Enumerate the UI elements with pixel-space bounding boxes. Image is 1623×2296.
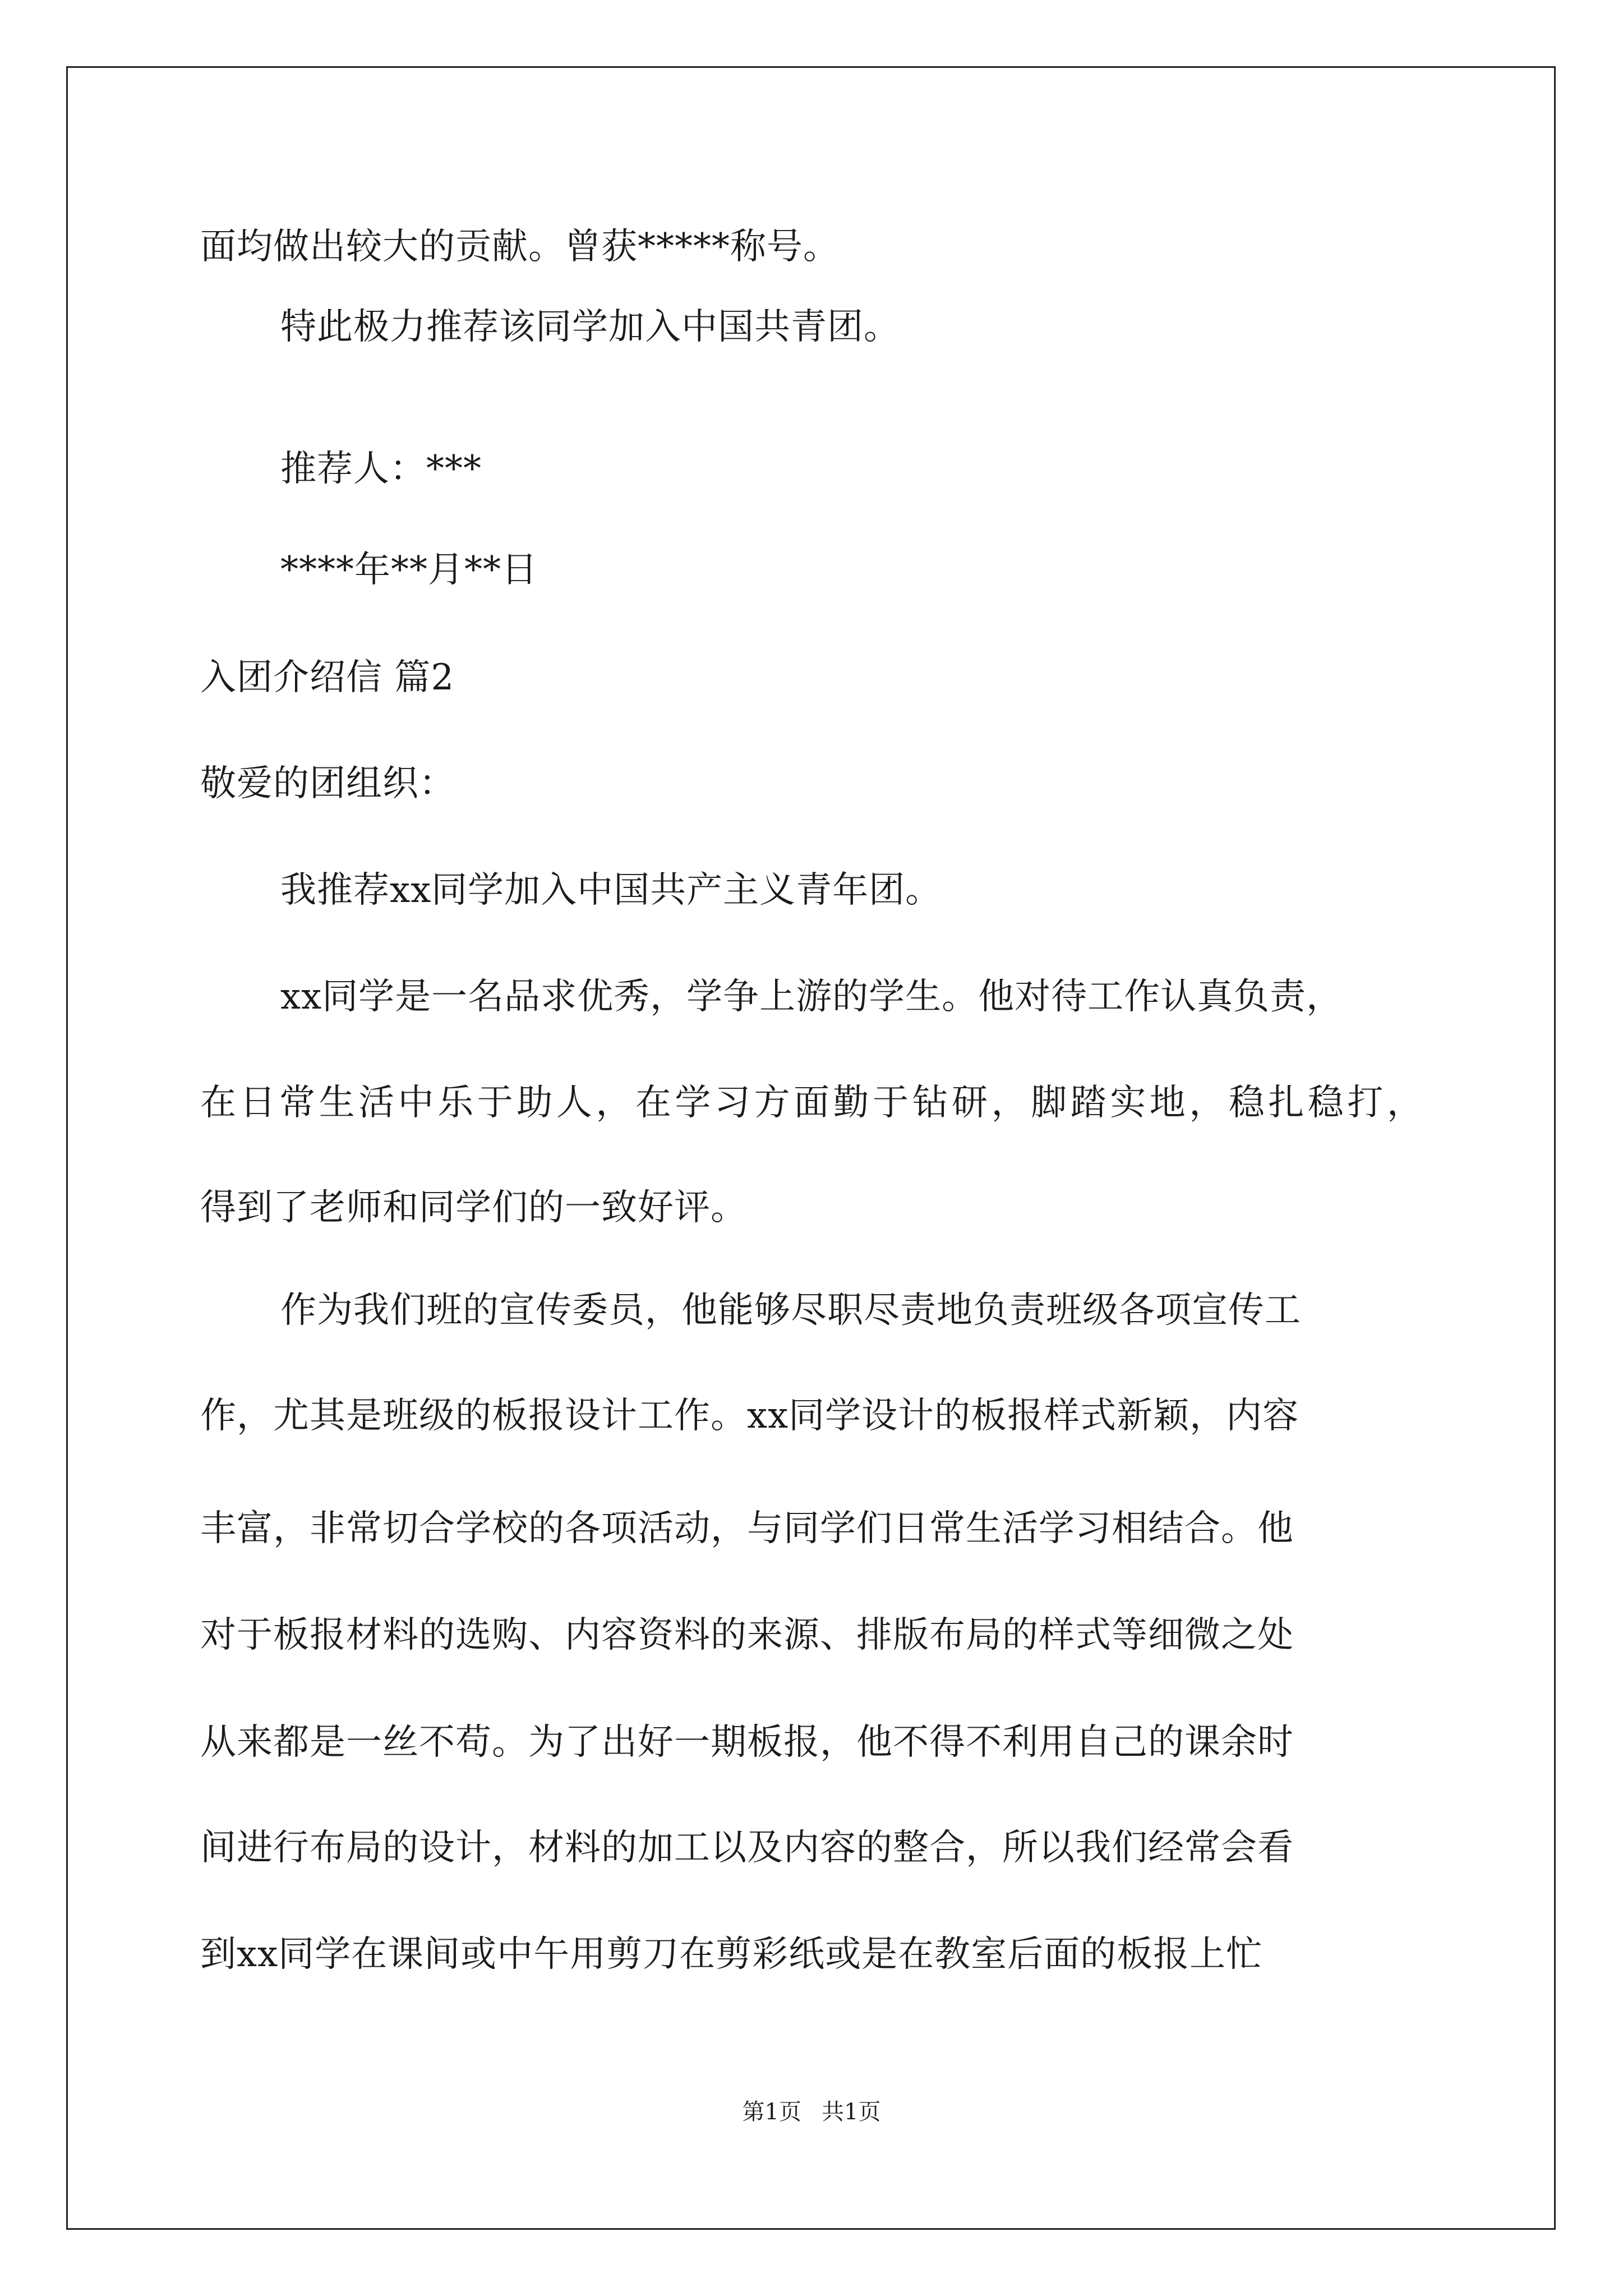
salutation: 敬爱的团组织： [200, 763, 455, 804]
text-line: ****年**月**日 [280, 549, 538, 591]
section-heading: 入团介绍信 篇2 [200, 657, 455, 698]
text-line: 得到了老师和同学们的一致好评。 [200, 1187, 747, 1228]
text-line: 特此极力推荐该同学加入中国共青团。 [280, 306, 900, 348]
text-line: 我推荐xx同学加入中国共产主义青年团。 [280, 869, 942, 911]
page-total: 共1页 [822, 2099, 881, 2125]
text-line: 作，尤其是班级的板报设计工作。xx同学设计的板报样式新颖，内容 [200, 1395, 1299, 1437]
page-footer [0, 2098, 1623, 2126]
text-line: 作为我们班的宣传委员，他能够尽职尽责地负责班级各项宣传工 [280, 1290, 1301, 1331]
text-line: 推荐人：*** [280, 448, 482, 490]
text-line: 间进行布局的设计，材料的加工以及内容的整合，所以我们经常会看 [200, 1827, 1294, 1869]
text-line: 在日常生活中乐于助人，在学习方面勤于钻研，脚踏实地，稳扎稳打， [200, 1082, 1423, 1124]
text-line: 对于板报材料的选购、内容资料的来源、排版布局的样式等细微之处 [200, 1614, 1294, 1656]
text-line: 丰富，非常切合学校的各项活动，与同学们日常生活学习相结合。他 [200, 1508, 1294, 1549]
page-number: 第1页 [742, 2099, 801, 2125]
text-line: 到xx同学在课间或中午用剪刀在剪彩纸或是在教室后面的板报上忙 [200, 1934, 1263, 1975]
text-line: 面均做出较大的贡献。曾获*****称号。 [200, 226, 840, 268]
text-line: xx同学是一名品求优秀，学争上游的学生。他对待工作认真负责， [280, 976, 1343, 1018]
text-line: 从来都是一丝不苟。为了出好一期板报，他不得不利用自己的课余时 [200, 1722, 1294, 1763]
page-border [66, 66, 1556, 2230]
